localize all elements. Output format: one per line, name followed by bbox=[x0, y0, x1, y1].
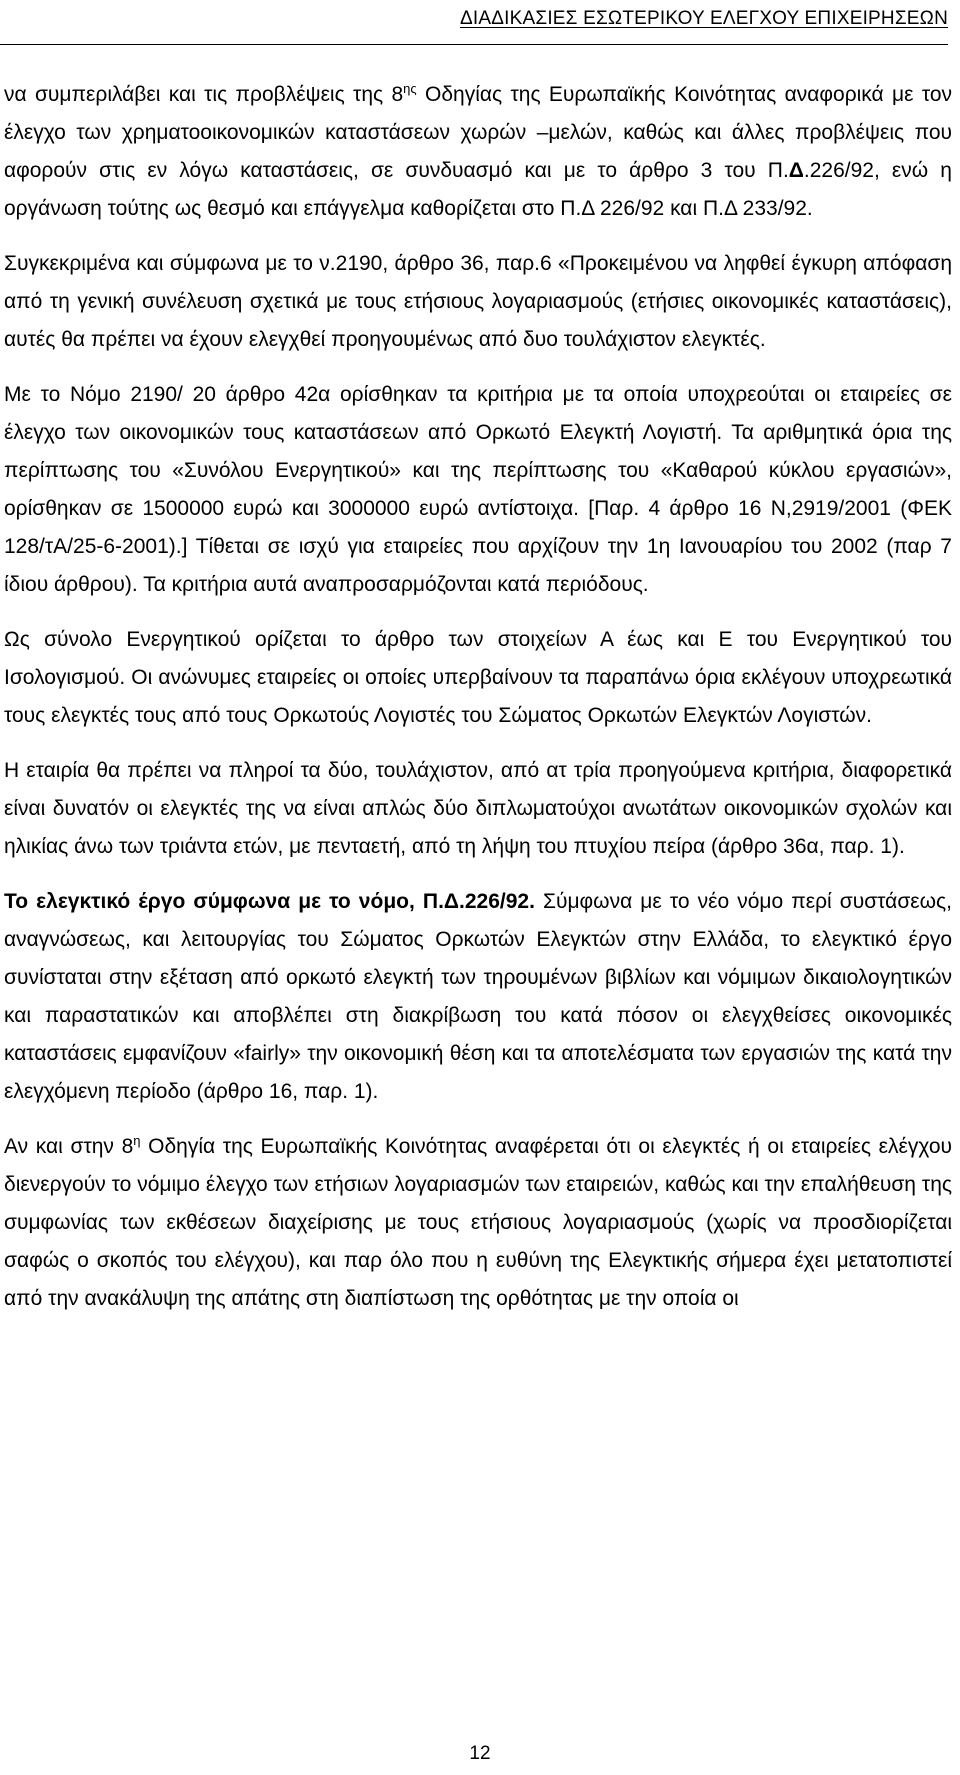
paragraph-eighth-directive bbox=[4, 76, 952, 228]
page-number: 12 bbox=[469, 1743, 491, 1764]
paragraph-criteria: Η εταιρία θα πρέπει να πληροί τα δύο, τουλάχιστον, από ατ τρία προηγούμενα κριτήρια, διαφορετικά είναι δυνατόν οι ελεγκτές της να είναι απλώς δύο διπλωματούχοι ανωτάτων οικονομικών σχολών και ηλικίας άνω των τριάντα ετών, με πενταετή, από τη λήψη του πτυχίου πείρα (άρθρο 36α, παρ. 1). bbox=[4, 759, 952, 858]
running-header bbox=[0, 0, 948, 45]
text-run: .226/92, ενώ η οργάνωση τούτης ως θεσμό και επάγγελμα καθορίζεται στο Π.Δ 226/92 και Π.Δ 233/92. bbox=[4, 159, 952, 220]
ordinal-superscript: η bbox=[133, 1133, 141, 1148]
bold-text: Δ bbox=[788, 159, 804, 182]
running-header-title: ΔΙΑΔΙΚΑΣΙΕΣ ΕΣΩΤΕΡΙΚΟΥ ΕΛΕΓΧΟΥ ΕΠΙΧΕΙΡΗΣΕΩΝ bbox=[460, 8, 948, 29]
paragraph-audit-work bbox=[4, 883, 952, 1111]
section-heading-inline: Το ελεγκτικό έργο σύμφωνα με το νόμο, Π.Δ.226/92. bbox=[4, 890, 535, 913]
paragraph-law-2190-article-42a: Με το Νόμο 2190/ 20 άρθρο 42α ορίσθηκαν τα κριτήρια με τα οποία υποχρεούται οι εταιρείες σε έλεγχο των οικονομικών τους καταστάσεων από Ορκωτό Ελεγκτή Λογιστή. Τα αριθμητικά όρια της περίπτωσης του «Συνόλου Ενεργητικού» και της περίπτωσης του «Καθαρού κύκλου εργασιών», ορίσθηκαν σε 1500000 ευρώ και 3000000 ευρώ αντίστοιχα. [Παρ. 4 άρθρο 16 Ν,2919/2001 (ΦΕΚ 128/τΑ/25-6-2001).] Τίθεται σε ισχύ για εταιρείες που αρχίζουν την 1η Ιανουαρίου του 2002 (παρ 7 ίδιου άρθρου). Τα κριτήρια αυτά αναπροσαρμόζονται κατά περιόδους. bbox=[4, 383, 952, 596]
text-run: Σύμφωνα με το νέο νόμο περί συστάσεως, αναγνώσεως, και λειτουργίας του Σώματος Ορκωτών Ελεγκτών στην Ελλάδα, το ελεγκτικό έργο συνίσταται στην εξέταση από ορκωτό ελεγκτή των τηρουμένων βιβλίων και νόμιμων δικαιολογητικών και παραστατικών και αποβλέπει στη διακρίβωση του κατά πόσον οι ελεγχθείσες οικονομικές καταστάσεις εμφανίζουν «fairly» την οικονομική θέση και τα αποτελέσματα των εργασιών της κατά την ελεγχόμενη περίοδο (άρθρο 16, παρ. 1). bbox=[4, 890, 952, 1103]
paragraph-total-assets: Ως σύνολο Ενεργητικού ορίζεται το άρθρο των στοιχείων Α έως και Ε του Ενεργητικού του Ισολογισμού. Οι ανώνυμες εταιρείες οι οποίες υπερβαίνουν τα παραπάνω όρια εκλέγουν υποχρεωτικά τους ελεγκτές τους από τους Ορκωτούς Λογιστές του Σώματος Ορκωτών Ελεγκτών Λογιστών. bbox=[4, 628, 952, 727]
paragraph-law-2190-article-36: Συγκεκριμένα και σύμφωνα με το ν.2190, άρθρο 36, παρ.6 «Προκειμένου να ληφθεί έγκυρη απόφαση από τη γενική συνέλευση σχετικά με τους ετήσιους λογαριασμούς (ετήσιες οικονομικές καταστάσεις), αυτές θα πρέπει να έχουν ελεγχθεί προηγουμένως από δυο τουλάχιστον ελεγκτές. bbox=[4, 252, 952, 351]
text-run: Οδηγίας της Ευρωπαϊκής Κοινότητας αναφορικά με τον έλεγχο των χρηματοοικονομικών καταστάσεων χωρών –μελών, καθώς και άλλες προβλέψεις που αφορούν στις εν λόγω καταστάσεις, σε συνδυασμό και με το άρθρο 3 του Π. bbox=[4, 83, 952, 182]
paragraph-eighth-directive-audit bbox=[4, 1128, 952, 1318]
text-run: να συμπεριλάβει και τις προβλέψεις της 8 bbox=[4, 83, 404, 106]
ordinal-superscript: ης bbox=[403, 81, 417, 96]
document-body bbox=[4, 76, 952, 1335]
text-run: Αν και στην 8 bbox=[4, 1135, 134, 1158]
text-run: Οδηγία της Ευρωπαϊκής Κοινότητας αναφέρεται ότι οι ελεγκτές ή οι εταιρείες ελέγχου διενεργούν το νόμιμο έλεγχο των ετήσιων λογαριασμών των εταιρειών, καθώς και την επαλήθευση της συμφωνίας των εκθέσεων διαχείρισης με τους ετήσιους λογαριασμούς (χωρίς να προσδιορίζεται σαφώς ο σκοπός του ελέγχου), και παρ όλο που η ευθύνη της Ελεγκτικής σήμερα έχει μετατοπιστεί από την ανακάλυψη της απάτης στη διαπίστωση της ορθότητας με την οποία οι bbox=[4, 1135, 952, 1310]
